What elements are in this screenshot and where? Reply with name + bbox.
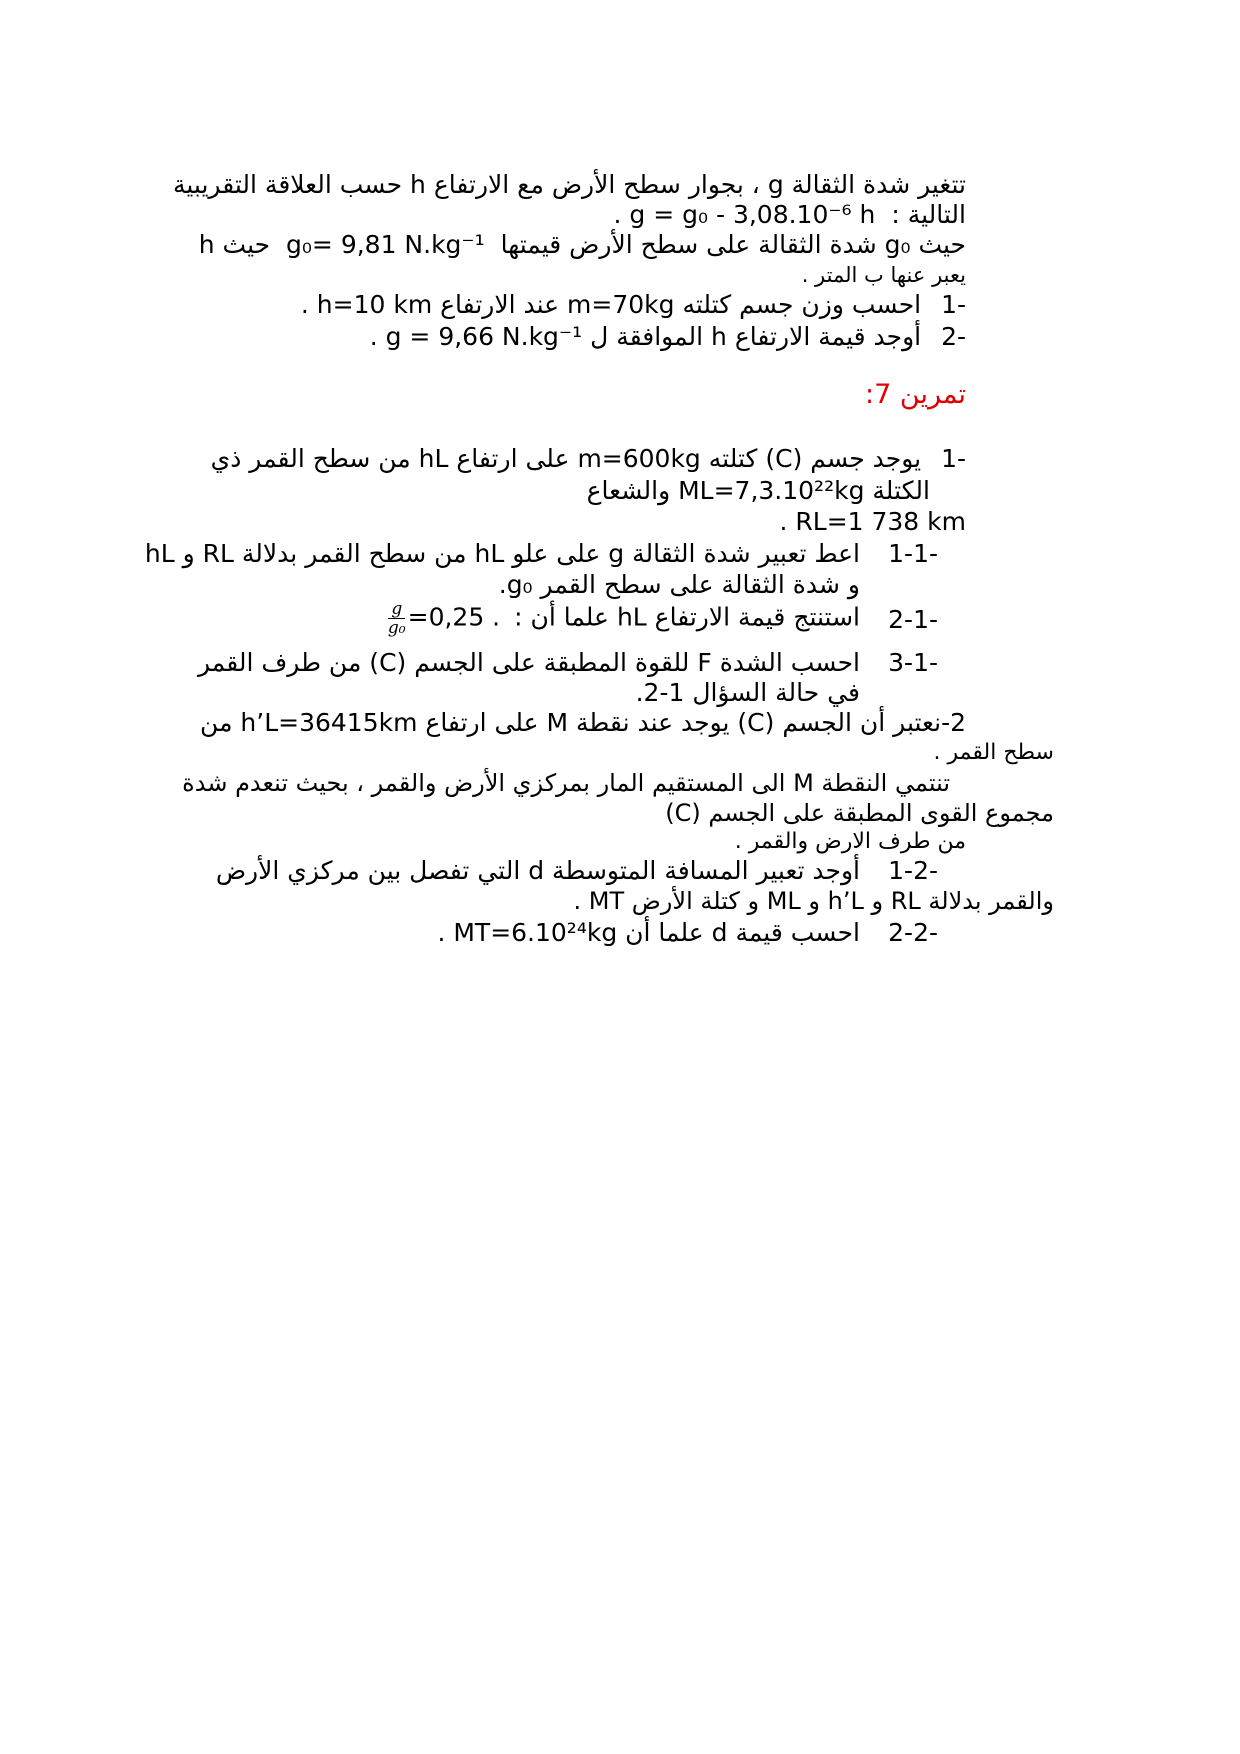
fraction-numerator: g <box>388 600 405 619</box>
intro-question-1 <box>301 288 966 322</box>
ratio-expression <box>386 600 500 637</box>
question-1-2-line-2: والقمر بدلالة RL و h’L و ML و كتلة الأرض MT . <box>573 887 1054 915</box>
question-1-number: 1- <box>941 290 966 319</box>
intro-line-3-a: حيث g₀ شدة الثقالة على سطح الأرض قيمتها <box>500 230 966 259</box>
question-3-1-line-1: احسب الشدة F للقوة المطبقة على الجسم (C) من طرف القمر <box>197 648 860 677</box>
question-1-1-line-2: و شدة الثقالة على سطح القمر g₀. <box>498 570 860 599</box>
question-2-1-text: استنتج قيمة الارتفاع hL علما أن : <box>514 602 860 632</box>
question-1-2-line-1: أوجد تعبير المسافة المتوسطة d التي تفصل بين مركزي الأرض <box>215 856 860 885</box>
part-2-line-1: 2-نعتبر أن الجسم (C) يوجد عند نقطة M على ارتفاع h’L=36415km من <box>200 708 966 737</box>
question-1-2-number: 1-2- <box>888 856 938 885</box>
question-2-number: 2- <box>941 322 966 351</box>
part-1-line-2: الكتلة ML=7,3.10²²kg والشعاع <box>586 476 930 505</box>
ratio-value: =0,25 . <box>407 602 501 632</box>
question-2-1-number: 2-1- <box>888 605 938 634</box>
part-2-line-5: من طرف الارض والقمر . <box>734 829 966 854</box>
intro-formula: g = g₀ - 3,08.10⁻⁶ h <box>629 200 876 229</box>
part-2-line-3: تنتمي النقطة M الى المستقيم المار بمركزي الأرض والقمر ، بحيث تنعدم شدة <box>182 769 950 797</box>
g-over-g0-fraction <box>388 600 406 637</box>
part-1-text: يوجد جسم (C) كتلته m=600kg على ارتفاع hL من سطح القمر ذي <box>210 444 922 473</box>
intro-line-1: تتغير شدة الثقالة g ، بجوار سطح الأرض مع الارتفاع h حسب العلاقة التقريبية <box>172 170 966 199</box>
intro-line-2-end: . <box>613 200 622 229</box>
question-2-2-line-1: احسب قيمة d علما أن MT=6.10²⁴kg . <box>437 918 860 947</box>
question-3-1-line-2: في حالة السؤال 1-2. <box>635 678 860 707</box>
intro-line-2 <box>614 198 966 232</box>
part-2-line-4: مجموع القوى المطبقة على الجسم (C) <box>665 799 1054 827</box>
question-1-text: احسب وزن جسم كتلته m=70kg عند الارتفاع h=10 km . <box>300 290 922 319</box>
fraction-denominator: g₀ <box>387 618 406 638</box>
intro-line-2-text: التالية : <box>891 200 966 229</box>
intro-question-2 <box>370 320 966 354</box>
part-2-line-2: سطح القمر . <box>933 740 1054 765</box>
exercise-title: تمرين 7: <box>865 379 966 410</box>
g0-value: g₀= 9,81 N.kg⁻¹ <box>286 230 485 259</box>
question-1-1-number: 1-1- <box>888 539 938 568</box>
part-1-number: 1- <box>941 444 966 473</box>
part-1-line-3: . RL=1 738 km <box>779 507 966 536</box>
question-2-1-line <box>386 600 860 637</box>
question-3-1-number: 3-1- <box>888 648 938 677</box>
question-2-2-number: 2-2- <box>888 918 938 947</box>
part-1-line-1 <box>211 442 966 476</box>
question-1-1-line-1: اعط تعبير شدة الثقالة g على علو hL من سطح القمر بدلالة RL و hL <box>144 539 860 568</box>
intro-line-3 <box>199 228 966 262</box>
intro-line-4: يعبر عنها ب المتر . <box>801 263 966 287</box>
intro-line-3-b: حيث h <box>198 230 271 259</box>
question-2-text: أوجد قيمة الارتفاع h الموافقة ل g = 9,66 N.kg⁻¹ . <box>369 322 922 351</box>
